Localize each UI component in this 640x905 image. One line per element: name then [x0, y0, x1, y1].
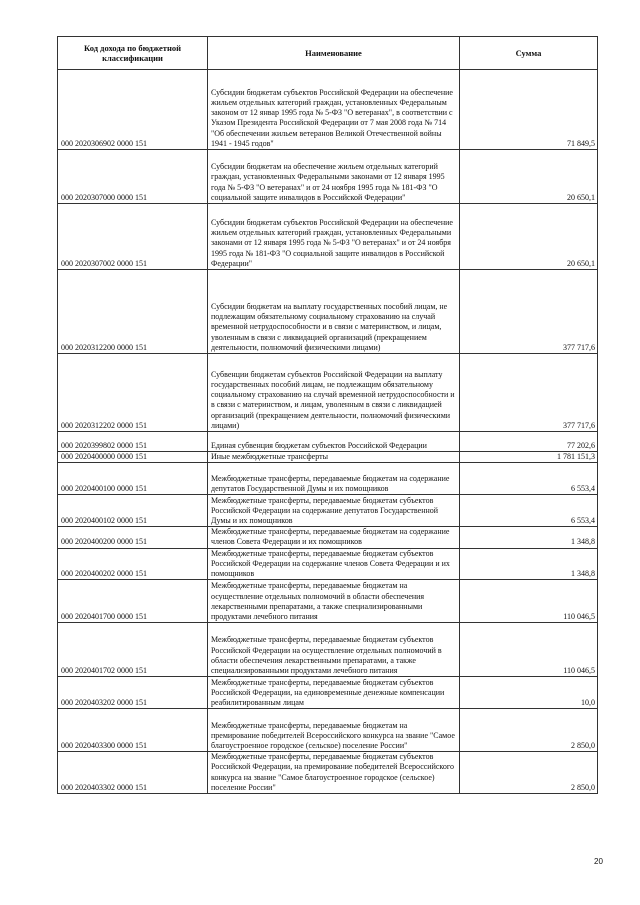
row-code: 000 2020401702 0000 151	[58, 623, 208, 677]
row-name: Единая субвенция бюджетам субъектов Российской Федерации	[208, 432, 460, 452]
row-name: Межбюджетные трансферты, передаваемые бюджетам на содержание членов Совета Федерации и их помощников	[208, 527, 460, 548]
table-row	[58, 548, 598, 580]
row-name: Межбюджетные трансферты, передаваемые бюджетам на содержание депутатов Государственной Думы и их помощников	[208, 463, 460, 495]
row-code: 000 2020312200 0000 151	[58, 270, 208, 354]
row-name: Межбюджетные трансферты, передаваемые бюджетам на осуществление отдельных полномочий в области обеспечения лекарственными препаратами, а также специализированными продуктами лечебного питания	[208, 580, 460, 623]
table-row	[58, 709, 598, 752]
row-name: Межбюджетные трансферты, передаваемые бюджетам субъектов Российской Федерации на осуществление отдельных полномочий в области обеспечения лекарственными препаратами, а также специализированными продуктами лечебного питания	[208, 623, 460, 677]
row-name: Межбюджетные трансферты, передаваемые бюджетам субъектов Российской Федерации на содержание депутатов Государственной Думы и их помощников	[208, 495, 460, 527]
row-amount: 110 046,5	[460, 580, 598, 623]
header-name: Наименование	[208, 37, 460, 70]
table-row	[58, 354, 598, 432]
header-code: Код дохода по бюджетной классификации	[58, 37, 208, 70]
table-row	[58, 150, 598, 204]
row-code: 000 2020400000 0000 151	[58, 452, 208, 463]
row-name: Субсидии бюджетам субъектов Российской Федерации на обеспечение жильем отдельных категорий граждан, установленных Федеральными законами от 12 января 1995 года № 5-ФЗ "О ветеранах" и от 24 ноября 1995 года № 181-ФЗ "О социальной защите инвалидов в Российской Федерации"	[208, 204, 460, 270]
row-name: Иные межбюджетные трансферты	[208, 452, 460, 463]
row-code: 000 2020403202 0000 151	[58, 677, 208, 709]
row-code: 000 2020400102 0000 151	[58, 495, 208, 527]
table-row	[58, 270, 598, 354]
row-code: 000 2020400100 0000 151	[58, 463, 208, 495]
row-name: Субсидии бюджетам на обеспечение жильем отдельных категорий граждан, установленных Федеральными законами от 12 января 1995 года № 5-ФЗ "О ветеранах" и от 24 ноября 1995 года № 181-ФЗ "О социальной защите инвалидов в Российской Федерации"	[208, 150, 460, 204]
row-name: Межбюджетные трансферты, передаваемые бюджетам субъектов Российской Федерации на содержание членов Совета Федерации и их помощников	[208, 548, 460, 580]
table-row	[58, 452, 598, 463]
table-row	[58, 432, 598, 452]
row-amount: 1 348,8	[460, 548, 598, 580]
row-amount: 20 650,1	[460, 204, 598, 270]
row-code: 000 2020400200 0000 151	[58, 527, 208, 548]
row-name: Межбюджетные трансферты, передаваемые бюджетам на премирование победителей Всероссийского конкурса на звание "Самое благоустроенное городское (сельское) поселение России"	[208, 709, 460, 752]
table-row	[58, 677, 598, 709]
row-code: 000 2020307000 0000 151	[58, 150, 208, 204]
row-name: Субсидии бюджетам субъектов Российской Федерации на обеспечение жильем отдельных категорий граждан, установленных Федеральным законом от 12 январ 1995 года № 5-ФЗ "О ветеранах", в соответствии с Указом Президента Российской Федерации от 7 мая 2008 года № 714 "Об обеспечении жильем ветеранов Великой Отечественной войны 1941 - 1945 годов"	[208, 70, 460, 150]
row-amount: 377 717,6	[460, 270, 598, 354]
header-amount: Сумма	[460, 37, 598, 70]
row-code: 000 2020306902 0000 151	[58, 70, 208, 150]
row-amount: 110 046,5	[460, 623, 598, 677]
table-header-row	[58, 37, 598, 70]
row-amount: 10,0	[460, 677, 598, 709]
row-code: 000 2020307002 0000 151	[58, 204, 208, 270]
table-row	[58, 527, 598, 548]
table-row	[58, 70, 598, 150]
table-row	[58, 495, 598, 527]
row-code: 000 2020403302 0000 151	[58, 752, 208, 794]
page-number: 20	[594, 857, 603, 866]
table-row	[58, 580, 598, 623]
row-code: 000 2020312202 0000 151	[58, 354, 208, 432]
table-row	[58, 204, 598, 270]
row-amount: 6 553,4	[460, 495, 598, 527]
row-code: 000 2020401700 0000 151	[58, 580, 208, 623]
row-amount: 1 781 151,3	[460, 452, 598, 463]
table-row	[58, 623, 598, 677]
row-code: 000 2020403300 0000 151	[58, 709, 208, 752]
row-amount: 20 650,1	[460, 150, 598, 204]
row-amount: 1 348,8	[460, 527, 598, 548]
row-name: Субвенции бюджетам субъектов Российской Федерации на выплату государственных пособий лицам, не подлежащим обязательному социальному страхованию на случай временной нетрудоспособности и в связи с материнством, и лицам, уволенным в связи с ликвидацией организаций (прекращением деятельности, полномочий физическими лицами)	[208, 354, 460, 432]
row-name: Субсидии бюджетам на выплату государственных пособий лицам, не подлежащим обязательному социальному страхованию на случай временной нетрудоспособности и в связи с материнством, и лицам, уволенным в связи с ликвидацией организаций (прекращением деятельности, полномочий физическими лицами)	[208, 270, 460, 354]
row-name: Межбюджетные трансферты, передаваемые бюджетам субъектов Российской Федерации, на премирование победителей Всероссийского конкурса на звание "Самое благоустроенное городское (сельское) поселение России"	[208, 752, 460, 794]
row-amount: 2 850,0	[460, 709, 598, 752]
row-amount: 2 850,0	[460, 752, 598, 794]
row-amount: 71 849,5	[460, 70, 598, 150]
row-amount: 377 717,6	[460, 354, 598, 432]
row-amount: 6 553,4	[460, 463, 598, 495]
row-name: Межбюджетные трансферты, передаваемые бюджетам субъектов Российской Федерации, на единовременные денежные компенсации реабилитированным лицам	[208, 677, 460, 709]
row-amount: 77 202,6	[460, 432, 598, 452]
table-row	[58, 752, 598, 794]
table-row	[58, 463, 598, 495]
row-code: 000 2020400202 0000 151	[58, 548, 208, 580]
row-code: 000 2020399802 0000 151	[58, 432, 208, 452]
budget-revenue-table	[57, 36, 598, 794]
